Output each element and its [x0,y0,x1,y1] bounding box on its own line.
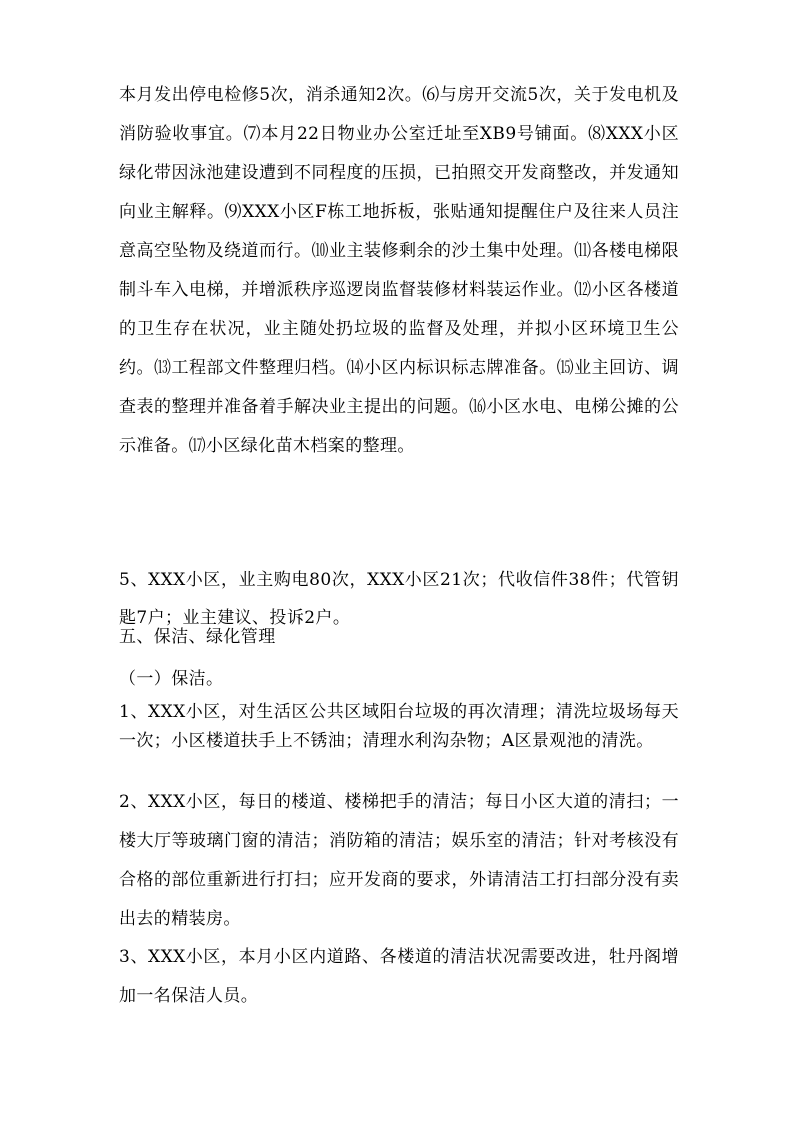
paragraph-monthly-work-items: 本月发出停电检修5次，消杀通知2次。⑹与房开交流5次，关于发电机及消防验收事宜。⑺本月22日物业办公室迁址至XB9号铺面。⑻XXX小区绿化带因泳池建设遭到不同程度的压损，已拍照交开发商整改，并发通知向业主解释。⑼XXX小区F栋工地拆板，张贴通知提醒住户及往来人员注意高空坠物及绕道而行。⑽业主装修剩余的沙土集中处理。⑾各楼电梯限制斗车入电梯，并增派秩序巡逻岗监督装修材料装运作业。⑿小区各楼道的卫生存在状况，业主随处扔垃圾的监督及处理，并拟小区环境卫生公约。⒀工程部文件整理归档。⒁小区内标识标志牌准备。⒂业主回访、调查表的整理并准备着手解决业主提出的问题。⒃小区水电、电梯公摊的公示准备。⒄小区绿化苗木档案的整理。 [119,85,679,456]
paragraph-cleaning-item-2: 2、XXX小区，每日的楼道、楼梯把手的清洁；每日小区大道的清扫；一楼大厅等玻璃门窗的清洁；消防箱的清洁；娱乐室的清洁；针对考核没有合格的部位重新进行打扫；应开发商的要求，外请清洁工打扫部分没有卖出去的精装房。 [119,792,679,929]
paragraph-item-5-statistics: 5、XXX小区，业主购电80次，XXX小区21次；代收信件38件；代管钥匙7户；业主建议、投诉2户。 [119,570,679,628]
paragraph-cleaning-item-3: 3、XXX小区，本月小区内道路、各楼道的清洁状况需要改进，牡丹阁增加一名保洁人员。 [119,947,679,1006]
subsection-heading-cleaning: （一）保洁。 [119,669,224,689]
section-heading-cleaning-greening: 五、保洁、绿化管理 [119,627,276,647]
paragraph-cleaning-item-1: 1、XXX小区，对生活区公共区域阳台垃圾的再次清理；清洗垃圾场每天一次；小区楼道扶手上不锈油；清理水利沟杂物；A区景观池的清洗。 [119,702,679,751]
